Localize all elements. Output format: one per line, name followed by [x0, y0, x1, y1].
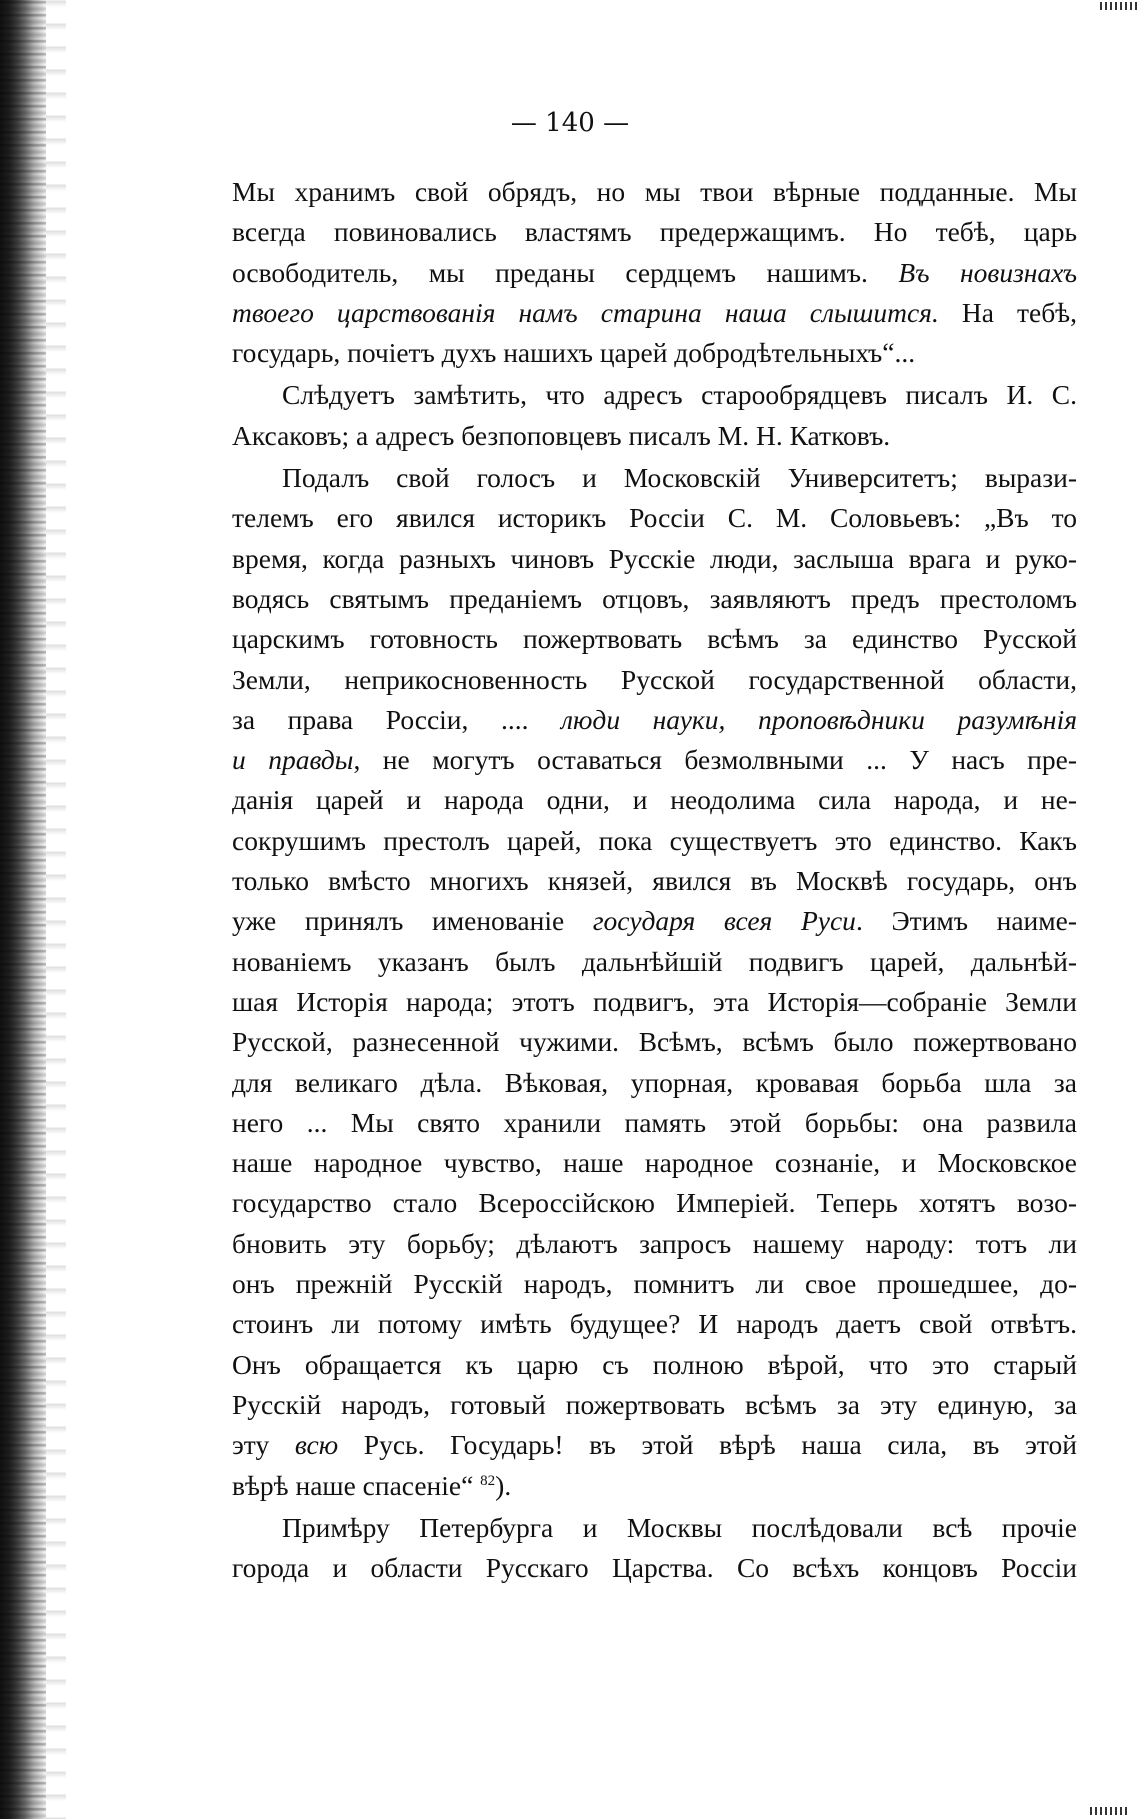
text-line [232, 901, 1077, 941]
text-line [232, 1466, 1077, 1506]
text-line: водясь святымъ преданіемъ отцовъ, заявляютъ предъ престоломъ [232, 582, 1077, 614]
text-line: государь, почіетъ духъ нашихъ царей добродѣтельныхъ“... [232, 337, 916, 369]
paragraph [232, 375, 1077, 456]
text-line [232, 293, 1077, 333]
bottom-corner-mark [1090, 1807, 1130, 1815]
text-span: ). [495, 1469, 512, 1501]
text-line: бновить эту борьбу; дѣлаютъ запросъ нашему народу: тотъ ли [232, 1227, 1077, 1259]
text-line: онъ прежній Русскій народъ, помнитъ ли свое прошедшее, до- [232, 1268, 1077, 1300]
paragraph [232, 172, 1077, 373]
text-span: освободитель, мы преданы сердцемъ нашимъ. [232, 256, 899, 288]
text-span: На тебѣ, [938, 296, 1077, 328]
text-line: время, когда разныхъ чиновъ Русскіе люди, заслыша врага и руко- [232, 542, 1077, 574]
text-span: . Этимъ наиме- [855, 905, 1078, 937]
paragraph [232, 1508, 1077, 1589]
text-line [232, 700, 1077, 740]
paragraph [232, 458, 1077, 1506]
text-line: Земли, неприкосновенность Русской государственной области, [232, 663, 1077, 695]
binding-speckle [46, 0, 66, 1819]
text-line: Слѣдуетъ замѣтить, что адресъ старообрядцевъ писалъ И. С. [282, 379, 1077, 411]
text-line: Онъ обращается къ царю съ полною вѣрой, что это старый [232, 1348, 1077, 1380]
text-line: царскимъ готовность пожертвовать всѣмъ за единство Русской [232, 623, 1077, 655]
italic-phrase: государя всея Руси [592, 905, 856, 937]
text-line [232, 1425, 1077, 1465]
binding-edge-shadow [0, 0, 46, 1819]
text-line: Подалъ свой голосъ и Московскій Университетъ; вырази- [282, 462, 1077, 494]
text-line: Примѣру Петербурга и Москвы послѣдовали всѣ прочіе [282, 1511, 1077, 1543]
text-line: шая Исторія народа; этотъ подвигъ, эта Исторія—собраніе Земли [232, 985, 1077, 1017]
body-text [232, 172, 1077, 1588]
text-line [232, 740, 1077, 780]
text-span: уже принялъ именованіе [232, 905, 593, 937]
footnote-ref: 82 [480, 1472, 496, 1489]
italic-phrase: и правды [232, 744, 354, 776]
text-line: для великаго дѣла. Вѣковая, упорная, кровавая борьба шла за [232, 1066, 1077, 1098]
text-span: вѣрѣ наше спасеніе“ [232, 1469, 481, 1501]
text-line: стоинъ ли потому имѣть будущее? И народъ даетъ свой отвѣтъ. [232, 1308, 1077, 1340]
text-line: телемъ его явился историкъ Россіи С. М. Соловьевъ: „Въ то [232, 502, 1077, 534]
italic-phrase: люди науки, проповѣдники разумѣнія [561, 703, 1077, 735]
text-line: него ... Мы свято хранили память этой борьбы: она развила [232, 1106, 1077, 1138]
text-line [232, 253, 1077, 293]
text-line: Мы хранимъ свой обрядъ, но мы твои вѣрные подданные. Мы [232, 176, 1077, 207]
text-line: нованіемъ указанъ былъ дальнѣйшій подвигъ царей, дальнѣй- [232, 945, 1077, 977]
italic-phrase: Въ новизнахъ [898, 256, 1077, 288]
text-line: данія царей и народа одни, и неодолима сила народа, и не- [232, 784, 1077, 816]
text-line: наше народное чувство, наше народное сознаніе, и Московское [232, 1147, 1077, 1179]
text-span: эту [232, 1429, 295, 1461]
text-span: за права Россіи, .... [232, 703, 562, 735]
text-line: всегда повиновались властямъ предержащимъ. Но тебѣ, царь [232, 216, 1077, 248]
text-line: города и области Русскаго Царства. Со всѣхъ концовъ Россіи [232, 1552, 1077, 1584]
text-line: сокрушимъ престолъ царей, пока существуетъ это единство. Какъ [232, 824, 1077, 856]
text-line: только вмѣсто многихъ князей, явился въ Москвѣ государь, онъ [232, 865, 1077, 897]
text-span: , не могутъ оставаться безмолвными ... У насъ пре- [353, 744, 1077, 776]
text-line: Аксаковъ; а адресъ безпоповцевъ писалъ М. Н. Катковъ. [232, 419, 891, 451]
text-span: Русь. Государь! въ этой вѣрѣ наша сила, въ этой [338, 1429, 1078, 1461]
italic-phrase: всю [294, 1429, 339, 1461]
text-line: Русскій народъ, готовый пожертвовать всѣмъ за эту единую, за [232, 1388, 1077, 1420]
top-corner-mark [1100, 2, 1140, 10]
text-line: Русской, разнесенной чужими. Всѣмъ, всѣмъ было пожертвовано [232, 1026, 1077, 1058]
page-number: — 140 — [510, 108, 630, 138]
text-line: государство стало Всероссійскою Имперіей. Теперь хотятъ возо- [232, 1187, 1077, 1219]
italic-phrase: твоего царствованія намъ старина наша слышится. [232, 296, 939, 328]
